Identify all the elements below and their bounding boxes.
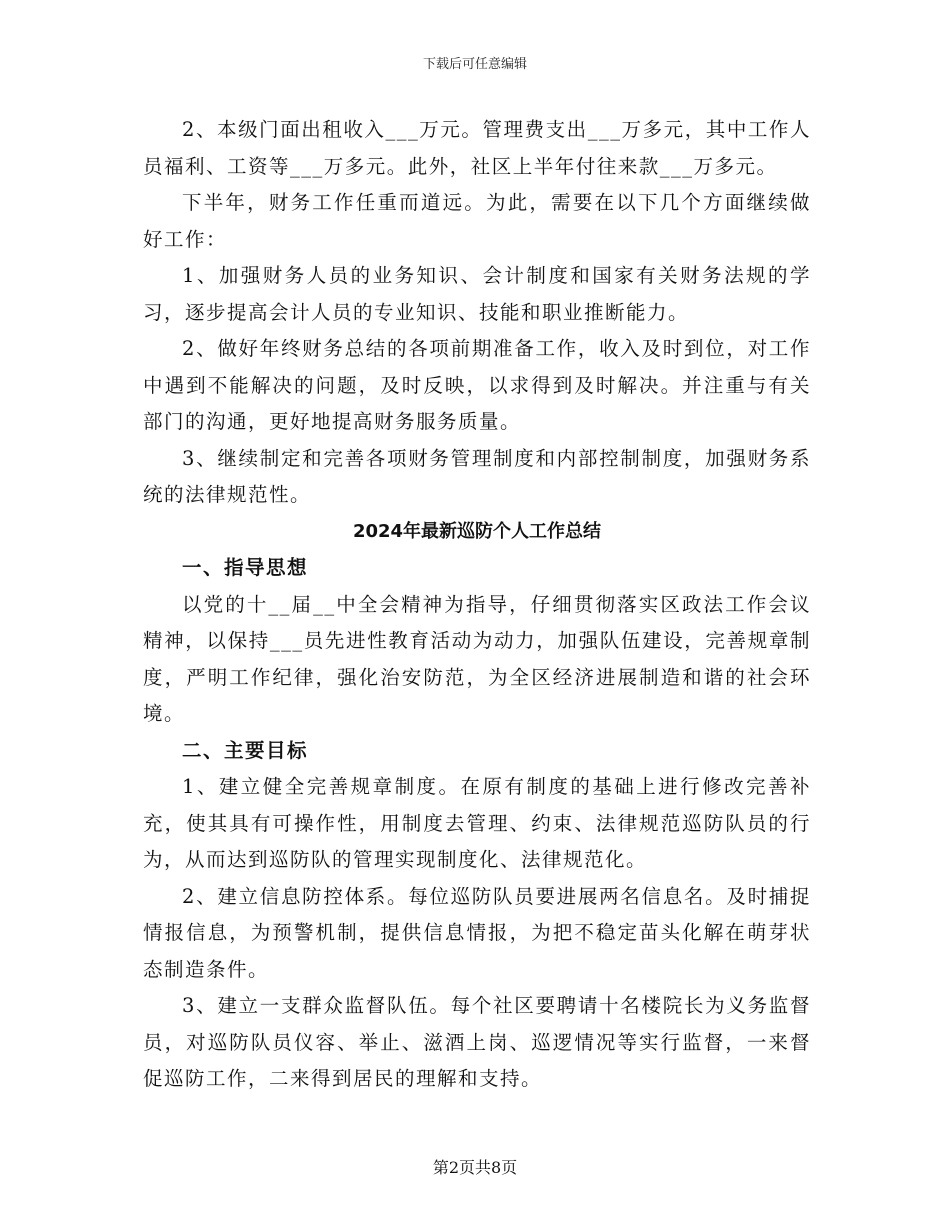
- page-header-note: 下载后可任意编辑: [422, 57, 527, 72]
- paragraph: 2、本级门面出租收入___万元。管理费支出___万多元，其中工作人员福利、工资等___万多元。此外，社区上半年付往来款___万多元。: [143, 118, 811, 178]
- document-body: [143, 112, 811, 1098]
- paragraph: 3、继续制定和完善各项财务管理制度和内部控制制度，加强财务系统的法律规范性。: [143, 446, 811, 506]
- paragraph: 1、加强财务人员的业务知识、会计制度和国家有关财务法规的学习，逐步提高会计人员的专业知识、技能和职业推断能力。: [143, 264, 811, 324]
- article-title: 2024年最新巡防个人工作总结: [352, 520, 602, 542]
- paragraph: 1、建立健全完善规章制度。在原有制度的基础上进行修改完善补充，使其具有可操作性，用制度去管理、约束、法律规范巡防队员的行为，从而达到巡防队的管理实现制度化、法律规范化。: [143, 775, 811, 871]
- paragraph: 以党的十__届__中全会精神为指导，仔细贯彻落实区政法工作会议精神，以保持___员先进性教育活动为动力，加强队伍建设，完善规章制度，严明工作纪律，强化治安防范，为全区经济进展制造和谐的社会环境。: [143, 592, 811, 725]
- section-heading-main-goals: 二、主要目标: [182, 738, 309, 762]
- paragraph: 3、建立一支群众监督队伍。每个社区要聘请十名楼院长为义务监督员，对巡防队员仪容、举止、滋酒上岗、巡逻情况等实行监督，一来督促巡防工作，二来得到居民的理解和支持。: [143, 994, 811, 1090]
- paragraph: 下半年，财务工作任重而道远。为此，需要在以下几个方面继续做好工作：: [143, 191, 811, 251]
- page-number: 第2页共8页: [432, 1158, 518, 1177]
- section-heading-guiding-thought: 一、指导思想: [182, 556, 309, 579]
- paragraph: 2、做好年终财务总结的各项前期准备工作，收入及时到位，对工作中遇到不能解决的问题，及时反映，以求得到及时解决。并注重与有关部门的沟通，更好地提高财务服务质量。: [143, 337, 811, 433]
- paragraph: 2、建立信息防控体系。每位巡防队员要进展两名信息名。及时捕捉情报信息，为预警机制，提供信息情报，为把不稳定苗头化解在萌芽状态制造条件。: [143, 884, 811, 981]
